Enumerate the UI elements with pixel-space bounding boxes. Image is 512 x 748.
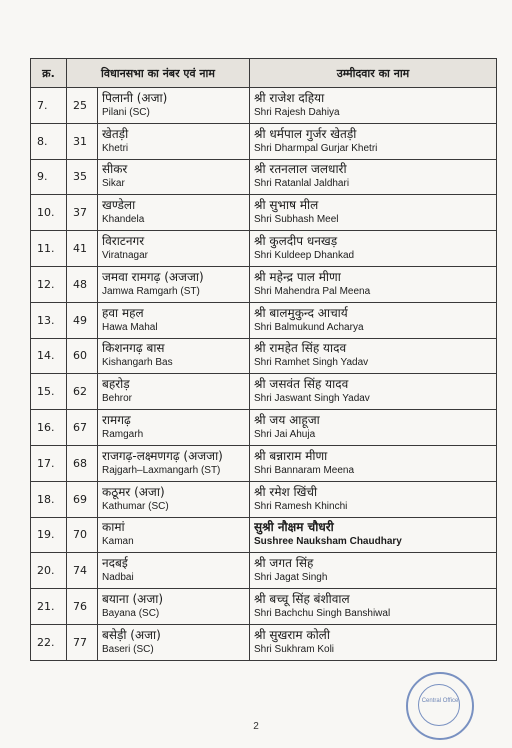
candidate-name-hindi: श्री महेन्द्र पाल मीणा	[254, 269, 341, 284]
row-ac-number: 74	[67, 553, 98, 589]
constituency-name-hindi: कामां	[102, 520, 125, 535]
constituency-name-hindi: रामगढ़	[102, 413, 131, 428]
candidate-name-hindi: श्री जय आहूजा	[254, 413, 320, 428]
constituency-name-hindi: नदबई	[102, 556, 128, 571]
row-ac-number: 31	[67, 123, 98, 159]
row-constituency	[98, 589, 250, 625]
row-ac-number: 37	[67, 195, 98, 231]
table-header-row	[31, 59, 497, 88]
constituency-name-hindi: बयाना (अजा)	[102, 592, 164, 607]
row-sno: 21.	[31, 589, 67, 625]
row-candidate	[250, 338, 497, 374]
candidate-name-hindi: श्री बालमुकुन्द आचार्य	[254, 305, 348, 320]
table-row	[31, 374, 497, 410]
table-row	[31, 338, 497, 374]
row-candidate	[250, 481, 497, 517]
candidate-name-hindi: श्री बच्चू सिंह बंशीवाल	[254, 592, 350, 607]
row-sno: 12.	[31, 266, 67, 302]
row-candidate	[250, 159, 497, 195]
row-sno: 11.	[31, 231, 67, 267]
row-sno: 15.	[31, 374, 67, 410]
constituency-name-hindi: जमवा रामगढ़ (अजजा)	[102, 269, 204, 284]
row-ac-number: 67	[67, 410, 98, 446]
row-ac-number: 70	[67, 517, 98, 553]
row-candidate	[250, 553, 497, 589]
row-ac-number: 69	[67, 481, 98, 517]
candidate-name-english: Shri Jai Ahuja	[254, 429, 316, 441]
constituency-name-english: Rajgarh–Laxmangarh (ST)	[102, 464, 221, 476]
constituency-name-english: Ramgarh	[102, 429, 144, 441]
page-number: 2	[253, 721, 259, 732]
candidate-name-english: Shri Ramhet Singh Yadav	[254, 357, 369, 369]
constituency-name-english: Nadbai	[102, 572, 134, 584]
constituency-name-english: Sikar	[102, 178, 125, 190]
row-constituency	[98, 481, 250, 517]
constituency-name-hindi: बसेड़ी (अजा)	[102, 627, 161, 642]
stamp-text: Central Office	[421, 698, 459, 704]
row-constituency	[98, 445, 250, 481]
table-row	[31, 553, 497, 589]
constituency-name-hindi: किशनगढ़ बास	[102, 341, 165, 356]
row-candidate	[250, 410, 497, 446]
constituency-name-english: Kaman	[102, 536, 134, 548]
row-constituency	[98, 410, 250, 446]
constituency-name-english: Bayana (SC)	[102, 608, 160, 620]
row-candidate	[250, 374, 497, 410]
candidate-list-table	[30, 58, 497, 661]
constituency-name-hindi: खेतड़ी	[102, 126, 129, 141]
candidate-name-hindi: श्री जसवंत सिंह यादव	[254, 377, 349, 392]
candidate-name-english: Shri Sukhram Koli	[254, 643, 335, 655]
row-constituency	[98, 302, 250, 338]
header-candidate: उम्मीदवार का नाम	[250, 59, 497, 88]
row-constituency	[98, 195, 250, 231]
candidate-name-english: Shri Kuldeep Dhankad	[254, 250, 355, 262]
table-row	[31, 302, 497, 338]
constituency-name-english: Viratnagar	[102, 250, 148, 262]
row-sno: 13.	[31, 302, 67, 338]
row-candidate	[250, 123, 497, 159]
candidate-name-english: Shri Jaswant Singh Yadav	[254, 393, 370, 405]
row-candidate	[250, 445, 497, 481]
row-sno: 14.	[31, 338, 67, 374]
row-constituency	[98, 266, 250, 302]
constituency-name-english: Kishangarh Bas	[102, 357, 173, 369]
candidate-name-english: Shri Ramesh Khinchi	[254, 500, 348, 512]
candidate-name-english: Shri Mahendra Pal Meena	[254, 285, 371, 297]
candidate-name-english: Shri Balmukund Acharya	[254, 321, 364, 333]
row-candidate	[250, 231, 497, 267]
candidate-name-english: Shri Rajesh Dahiya	[254, 106, 340, 118]
table-row	[31, 159, 497, 195]
constituency-name-hindi: पिलानी (अजा)	[102, 90, 168, 105]
table-row	[31, 88, 497, 124]
row-candidate	[250, 195, 497, 231]
candidate-name-hindi: श्री राजेश दहिया	[254, 90, 325, 105]
table-row	[31, 517, 497, 553]
candidate-name-english: Shri Bannaram Meena	[254, 464, 355, 476]
candidate-name-hindi: श्री सुभाष मील	[254, 198, 319, 213]
candidate-name-english: Shri Bachchu Singh Banshiwal	[254, 608, 391, 620]
stamp-inner-ring	[418, 684, 460, 726]
row-constituency	[98, 123, 250, 159]
row-candidate	[250, 266, 497, 302]
candidate-name-hindi: श्री रामहेत सिंह यादव	[254, 341, 347, 356]
row-sno: 16.	[31, 410, 67, 446]
table-row	[31, 589, 497, 625]
constituency-name-hindi: सीकर	[102, 162, 128, 177]
row-sno: 9.	[31, 159, 67, 195]
constituency-name-hindi: राजगढ़-लक्ष्मणगढ़ (अजजा)	[102, 448, 223, 463]
row-ac-number: 41	[67, 231, 98, 267]
candidate-name-english: Shri Ratanlal Jaldhari	[254, 178, 350, 190]
candidate-name-english: Shri Jagat Singh	[254, 572, 328, 584]
candidate-name-hindi: सुश्री नौक्षम चौधरी	[254, 520, 334, 535]
candidate-name-english: Shri Subhash Meel	[254, 214, 339, 226]
row-ac-number: 77	[67, 624, 98, 660]
row-constituency	[98, 159, 250, 195]
row-constituency	[98, 231, 250, 267]
row-sno: 17.	[31, 445, 67, 481]
row-constituency	[98, 88, 250, 124]
table-row	[31, 624, 497, 660]
row-constituency	[98, 553, 250, 589]
row-ac-number: 48	[67, 266, 98, 302]
candidate-name-english: Shri Dharmpal Gurjar Khetri	[254, 142, 378, 154]
candidate-name-hindi: श्री रतनलाल जलधारी	[254, 162, 347, 177]
row-candidate	[250, 624, 497, 660]
row-ac-number: 25	[67, 88, 98, 124]
constituency-name-english: Kathumar (SC)	[102, 500, 169, 512]
constituency-name-hindi: कठूमर (अजा)	[102, 484, 165, 499]
constituency-name-hindi: बहरोड़	[102, 377, 130, 392]
row-constituency	[98, 338, 250, 374]
table-row	[31, 410, 497, 446]
constituency-name-english: Pilani (SC)	[102, 106, 150, 118]
row-constituency	[98, 624, 250, 660]
table-row	[31, 231, 497, 267]
row-sno: 10.	[31, 195, 67, 231]
constituency-name-hindi: हवा महल	[102, 305, 144, 320]
row-candidate	[250, 517, 497, 553]
table-row	[31, 123, 497, 159]
row-ac-number: 62	[67, 374, 98, 410]
row-sno: 20.	[31, 553, 67, 589]
table-row	[31, 481, 497, 517]
header-constituency: विधानसभा का नंबर एवं नाम	[67, 59, 250, 88]
row-ac-number: 35	[67, 159, 98, 195]
candidate-name-hindi: श्री सुखराम कोली	[254, 627, 330, 642]
table-row	[31, 266, 497, 302]
row-sno: 18.	[31, 481, 67, 517]
candidate-name-english: Sushree Nauksham Chaudhary	[254, 536, 402, 548]
row-sno: 22.	[31, 624, 67, 660]
constituency-name-english: Khetri	[102, 142, 129, 154]
row-sno: 7.	[31, 88, 67, 124]
candidate-name-hindi: श्री धर्मपाल गुर्जर खेतड़ी	[254, 126, 357, 141]
candidate-name-hindi: श्री बन्नाराम मीणा	[254, 448, 328, 463]
constituency-name-english: Hawa Mahal	[102, 321, 158, 333]
constituency-name-english: Jamwa Ramgarh (ST)	[102, 285, 200, 297]
row-candidate	[250, 589, 497, 625]
constituency-name-english: Baseri (SC)	[102, 643, 154, 655]
party-office-stamp	[406, 672, 474, 740]
row-sno: 8.	[31, 123, 67, 159]
candidate-name-hindi: श्री जगत सिंह	[254, 556, 314, 571]
row-ac-number: 68	[67, 445, 98, 481]
row-candidate	[250, 88, 497, 124]
row-candidate	[250, 302, 497, 338]
constituency-name-hindi: विराटनगर	[102, 234, 145, 249]
row-ac-number: 76	[67, 589, 98, 625]
row-ac-number: 49	[67, 302, 98, 338]
constituency-name-english: Khandela	[102, 214, 145, 226]
row-constituency	[98, 374, 250, 410]
table-row	[31, 445, 497, 481]
candidate-name-hindi: श्री कुलदीप धनखड़	[254, 234, 338, 249]
constituency-name-english: Behror	[102, 393, 133, 405]
row-sno: 19.	[31, 517, 67, 553]
row-ac-number: 60	[67, 338, 98, 374]
header-sno: क्र.	[31, 59, 67, 88]
row-constituency	[98, 517, 250, 553]
constituency-name-hindi: खण्डेला	[102, 198, 136, 213]
candidate-name-hindi: श्री रमेश खिंची	[254, 484, 318, 499]
table-row	[31, 195, 497, 231]
